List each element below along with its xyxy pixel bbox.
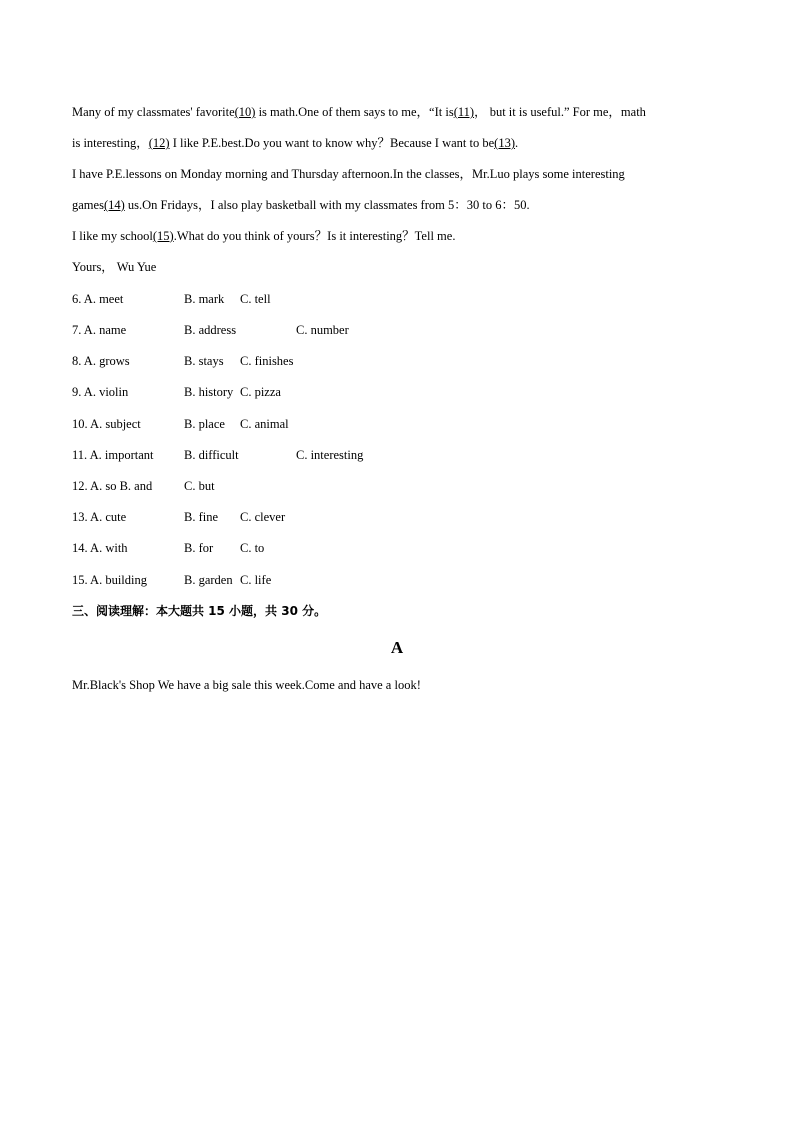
option-a: 14. A. with xyxy=(72,541,128,555)
option-a: 11. A. important xyxy=(72,448,154,462)
option-b: B. garden xyxy=(184,573,233,587)
section-heading: 三、阅读理解：本大题共 15 小题，共 30 分。 xyxy=(72,604,327,618)
passage-text: .What do you think of yours？Is it interesting？Tell me. xyxy=(173,229,456,243)
option-b: B. mark xyxy=(184,292,225,306)
passage-text: games xyxy=(72,198,104,212)
option-b: B. difficult xyxy=(184,448,239,462)
passage-text: ， but it is useful.” For me，math xyxy=(474,105,646,119)
option-a: 15. A. building xyxy=(72,573,148,587)
option-b: B. history xyxy=(184,385,234,399)
passage-text: . xyxy=(515,136,519,150)
blank-13: (13) xyxy=(494,136,515,150)
passage-line-4 xyxy=(72,197,530,213)
passage-text: is interesting， xyxy=(72,136,149,150)
passage-text: is math.One of them says to me，“It is xyxy=(255,105,454,119)
option-a: 9. A. violin xyxy=(72,385,129,399)
option-b: B. stays xyxy=(184,354,224,368)
passage-text: I have P.E.lessons on Monday morning and Thursday afternoon.In the classes，Mr.Luo plays some interesting xyxy=(72,167,625,181)
blank-10: (10) xyxy=(234,105,256,119)
passage-line-3 xyxy=(72,166,625,182)
option-a: 8. A. grows xyxy=(72,354,130,368)
blank-12: (12) xyxy=(148,136,170,150)
option-a: 12. A. so B. and xyxy=(72,479,153,493)
option-c: C. interesting xyxy=(296,448,364,462)
passage-text: I like P.E.best.Do you want to know why？Because I want to be xyxy=(169,136,495,150)
option-c: C. clever xyxy=(240,510,286,524)
letter-signature xyxy=(72,259,156,275)
option-c: C. life xyxy=(240,573,272,587)
option-b: B. place xyxy=(184,417,225,431)
option-c: C. tell xyxy=(240,292,271,306)
option-a: 6. A. meet xyxy=(72,292,124,306)
reading-intro: Mr.Black's Shop We have a big sale this week.Come and have a look! xyxy=(72,678,421,692)
passage-line-2 xyxy=(72,135,518,151)
option-b: B. for xyxy=(184,541,214,555)
option-c: C. pizza xyxy=(240,385,281,399)
option-b: B. fine xyxy=(184,510,219,524)
option-c: C. animal xyxy=(240,417,289,431)
blank-14: (14) xyxy=(103,198,125,212)
option-a: 10. A. subject xyxy=(72,417,141,431)
blank-11: (11) xyxy=(453,105,475,119)
option-a: 13. A. cute xyxy=(72,510,127,524)
option-c: C. number xyxy=(296,323,349,337)
option-c: C. but xyxy=(184,479,215,493)
passage-text: Many of my classmates' favorite xyxy=(72,105,235,119)
signature-text: Yours， Wu Yue xyxy=(72,260,157,274)
passage-line-5 xyxy=(72,228,455,244)
blank-15: (15) xyxy=(152,229,174,243)
passage-text: us.On Fridays，I also play basketball with my classmates from 5：30 to 6：50. xyxy=(124,198,530,212)
option-c: C. to xyxy=(240,541,265,555)
part-title: A xyxy=(390,638,404,657)
passage-text: I like my school xyxy=(72,229,153,243)
passage-line-1 xyxy=(72,104,646,120)
option-a: 7. A. name xyxy=(72,323,127,337)
option-c: C. finishes xyxy=(240,354,294,368)
option-b: B. address xyxy=(184,323,237,337)
